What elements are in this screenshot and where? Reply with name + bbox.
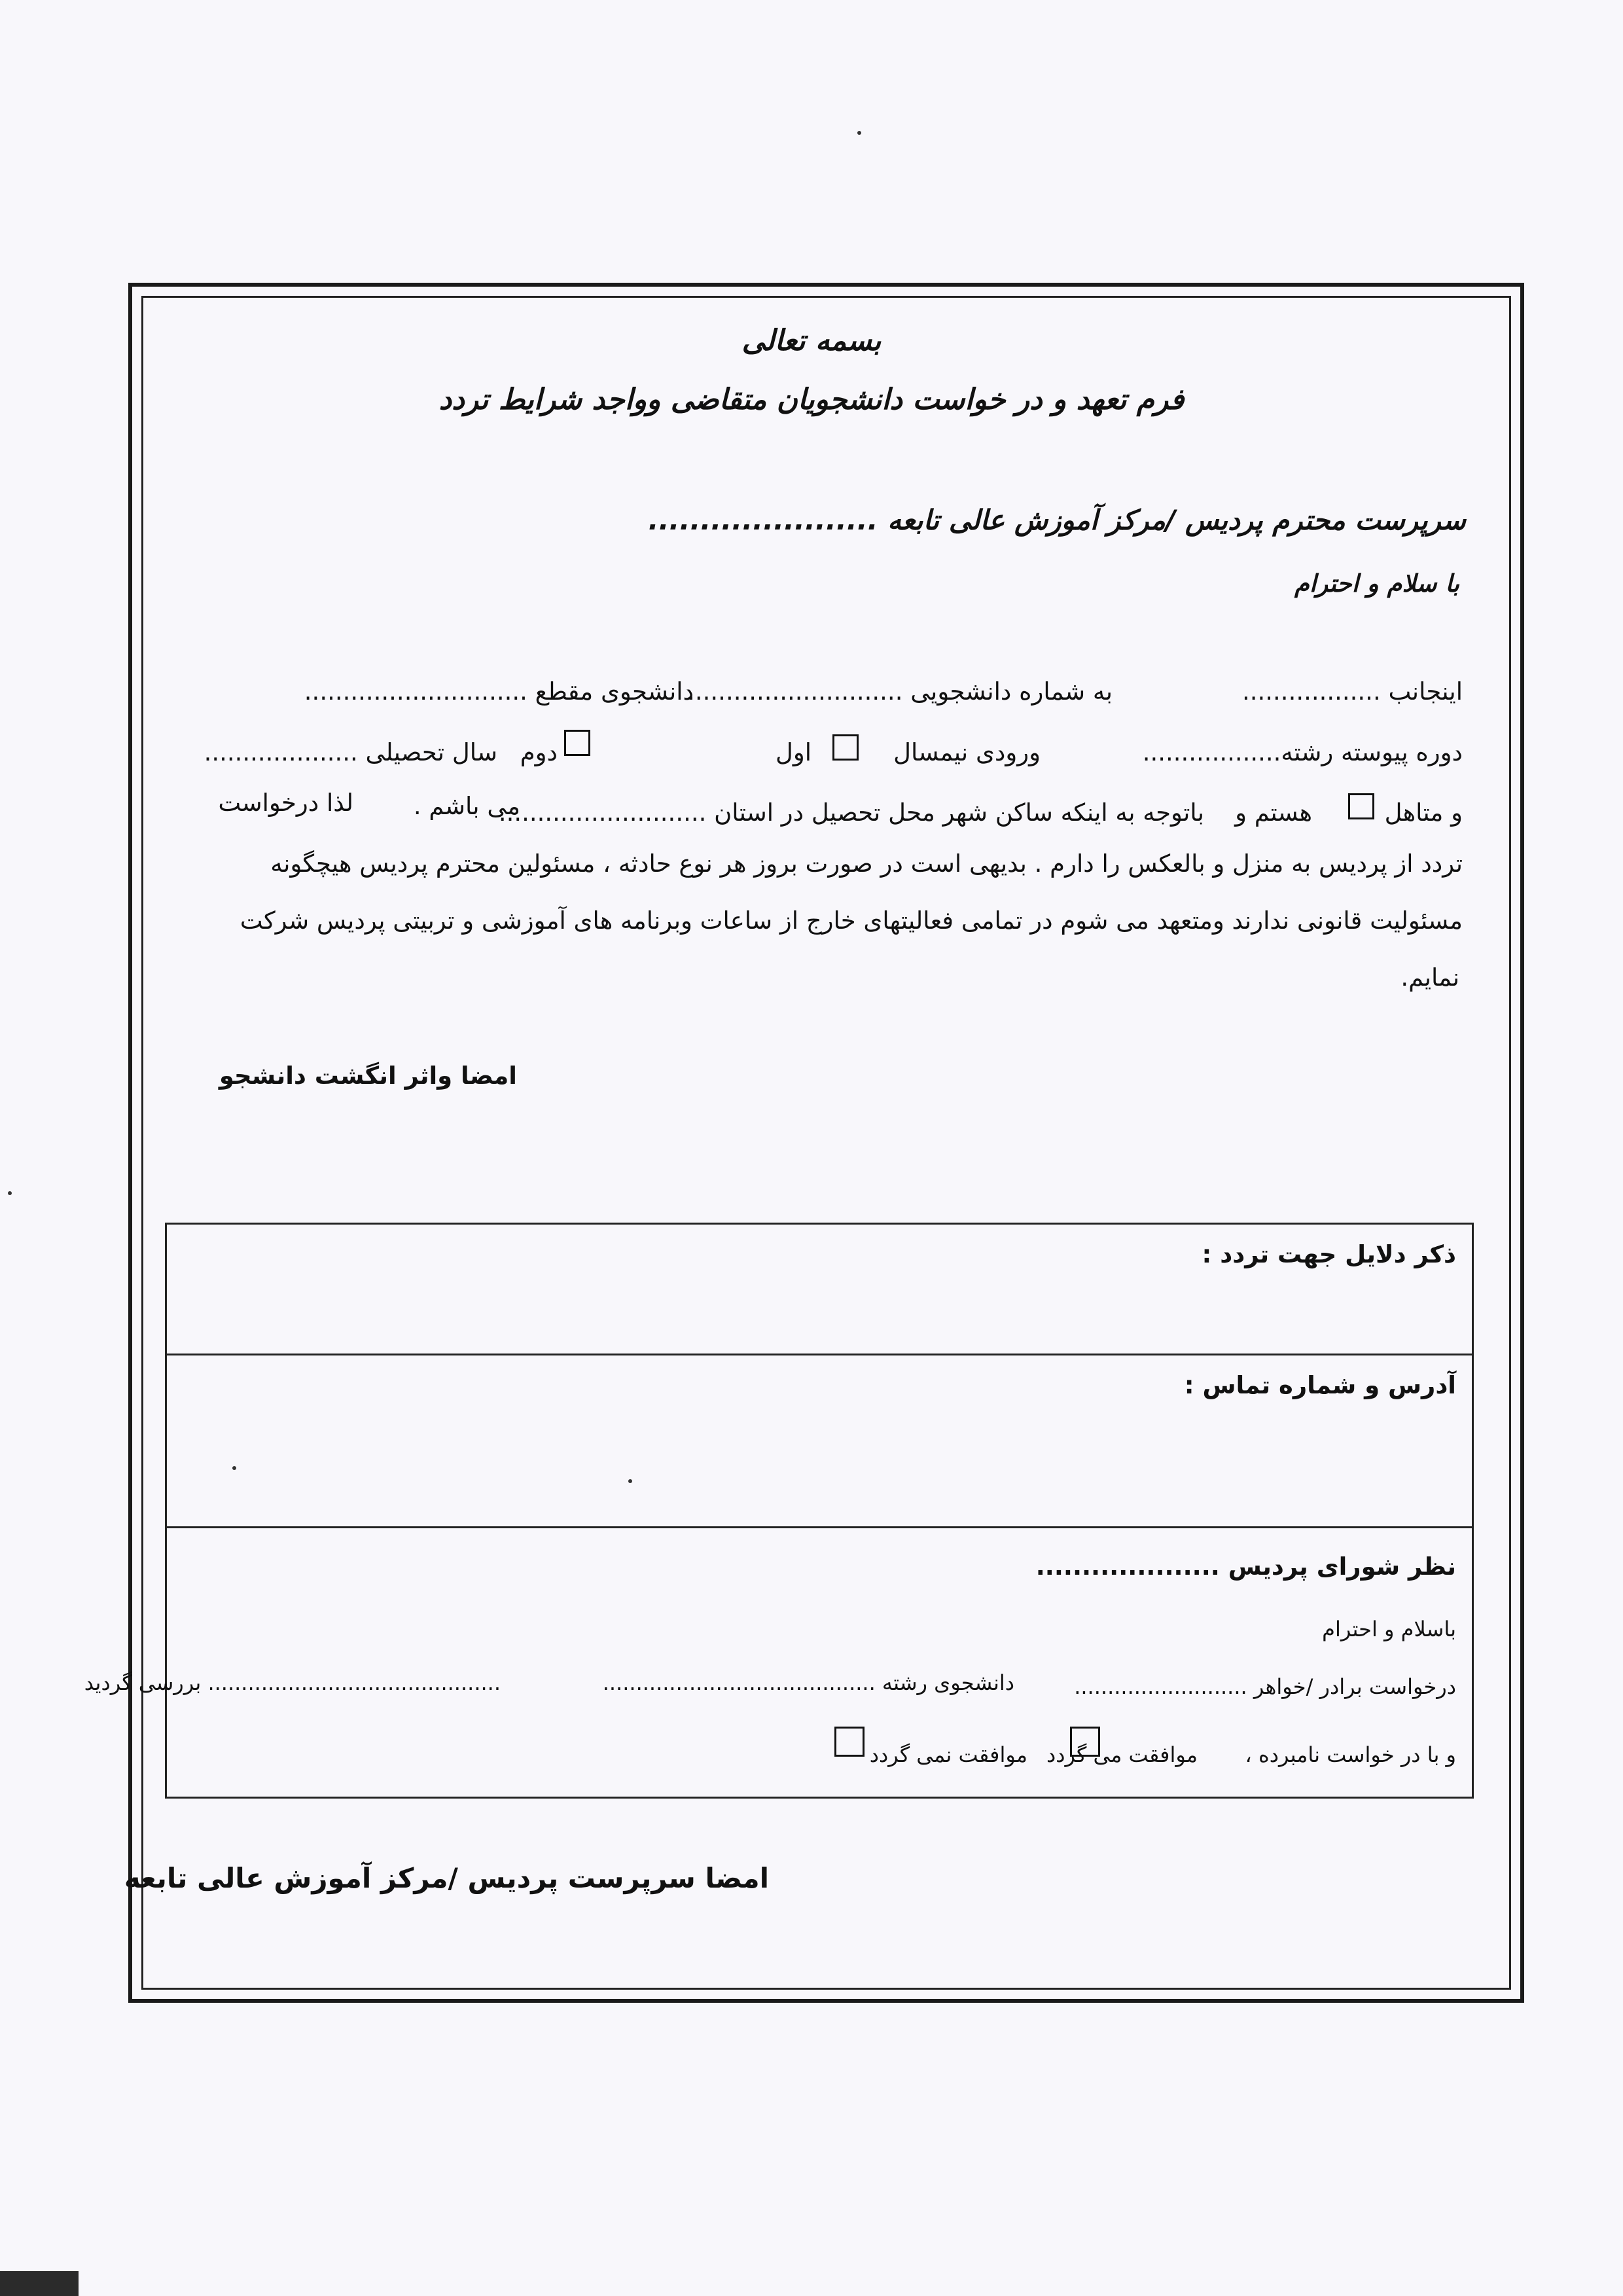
not-approved-label: موافقت نمی گردد [869, 1742, 1027, 1767]
scan-speck [232, 1466, 236, 1470]
am-end-label: می باشم . [413, 792, 520, 820]
first-semester-checkbox[interactable] [832, 734, 859, 761]
approved-checkbox[interactable] [1070, 1727, 1100, 1757]
request-name-field[interactable]: درخواست برادر /خواهر .......................... [1074, 1674, 1456, 1699]
reasons-label: ذکر دلایل جهت تردد : [1202, 1240, 1456, 1268]
council-greeting: باسلام و احترام [1322, 1617, 1456, 1641]
scanner-edge-mark [0, 2271, 79, 2296]
body-line-5: مسئولیت قانونی ندارند ومتعهد می شوم در تمامی فعالیتهای خارج از ساعات وبرنامه های آموزشی و تربیتی پردیس شرکت [240, 906, 1463, 935]
second-semester-checkbox[interactable] [564, 730, 590, 756]
second-semester-label: دوم [520, 738, 558, 766]
residence-province-field[interactable]: باتوجه به اینکه ساکن شهر محل تحصیل در استان ........................... [498, 798, 1204, 827]
table-row-divider [165, 1354, 1474, 1355]
basmala: بسمه تعالی [741, 324, 882, 357]
council-opinion-label: نظر شورای پردیس .................... [1035, 1552, 1456, 1581]
scan-speck [8, 1191, 12, 1195]
director-signature-area[interactable] [249, 1905, 838, 1970]
director-signature-label: امضا سرپرست پردیس /مرکز آموزش عالی تابعه [124, 1862, 769, 1894]
entry-semester-label: ورودی نیمسال [893, 738, 1041, 766]
decision-prefix: و با در خواست نامبرده ، [1245, 1742, 1456, 1767]
married-checkbox[interactable] [1348, 793, 1374, 819]
request-label: لذا درخواست [218, 789, 353, 817]
scan-speck [857, 131, 861, 135]
am-label: هستم و [1235, 798, 1312, 827]
married-label: و متاهل [1384, 798, 1463, 827]
approved-label: موافقت می گردد [1046, 1742, 1198, 1767]
student-signature-area[interactable] [321, 1080, 910, 1139]
student-signature-label: امضا واثر انگشت دانشجو [219, 1062, 517, 1090]
applicant-field[interactable]: اینجانب .................. [1242, 677, 1463, 706]
scan-speck [628, 1479, 632, 1483]
greeting: با سلام و احترام [1294, 569, 1459, 598]
not-approved-checkbox[interactable] [834, 1727, 865, 1757]
body-line-4: تردد از پردیس به منزل و بالعکس را دارم . بدیهی است در صورت بروز هر نوع حادثه ، مسئولین محترم پردیس هیچگونه [270, 850, 1463, 878]
table-row-divider [165, 1526, 1474, 1528]
address-label: آدرس و شماره تماس : [1184, 1371, 1456, 1399]
addressee-line: سرپرست محترم پردیس /مرکز آموزش عالی تابعه ...................... [648, 504, 1466, 536]
body-line-6: نمایم. [1400, 963, 1459, 992]
reasons-input-area[interactable] [171, 1276, 1467, 1348]
student-number-field[interactable]: به شماره دانشجویی ............................ [687, 677, 1113, 706]
academic-year-field[interactable]: سال تحصیلی .................... [204, 738, 497, 766]
address-input-area[interactable] [171, 1407, 1467, 1518]
reviewed-field[interactable]: ............................................ بررسی گردید [84, 1670, 501, 1695]
first-semester-label: اول [775, 738, 812, 766]
major-field[interactable]: دانشجوی رشته ......................................... [602, 1670, 1014, 1695]
form-title: فرم تعهد و در خواست دانشجویان متقاضی وواجد شرایط تردد [438, 383, 1185, 416]
program-field[interactable]: دوره پیوسته رشته.................. [1142, 738, 1463, 766]
degree-level-field[interactable]: دانشجوی مقطع ............................. [304, 677, 694, 706]
